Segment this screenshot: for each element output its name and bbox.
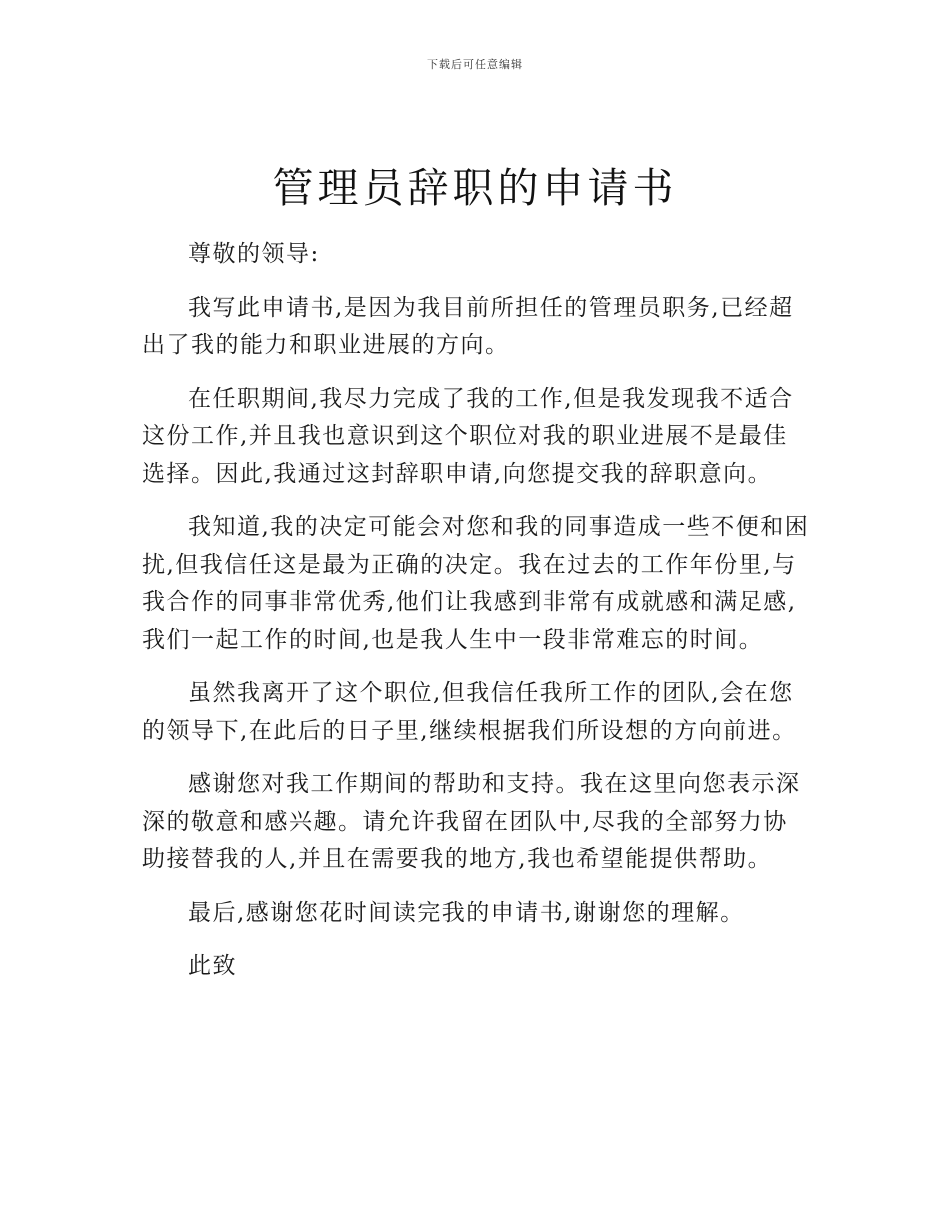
salutation: 尊敬的领导: — [188, 241, 320, 267]
header-note: 下载后可任意编辑 — [427, 58, 523, 71]
paragraph-final: 最后,感谢您花时间读完我的申请书,谢谢您的理解。 — [188, 899, 745, 926]
document-body — [142, 236, 812, 1002]
paragraph-thanks: 感谢您对我工作期间的帮助和支持。我在这里向您表示深深的敬意和感兴趣。请允许我留在团队中,尽我的全部努力协助接替我的人,并且在需要我的地方,我也希望能提供帮助。 — [142, 771, 801, 872]
paragraph-team: 虽然我离开了这个职位,但我信任我所工作的团队,会在您的领导下,在此后的日子里,继续根据我们所设想的方向前进。 — [142, 680, 797, 744]
document-title: 管理员辞职的申请书 — [272, 164, 678, 212]
paragraph-tenure: 在任职期间,我尽力完成了我的工作,但是我发现我不适合这份工作,并且我也意识到这个职位对我的职业进展不是最佳选择。因此,我通过这封辞职申请,向您提交我的辞职意向。 — [142, 385, 794, 487]
closing: 此致 — [188, 953, 237, 979]
paragraph-colleagues: 我知道,我的决定可能会对您和我的同事造成一些不便和困扰,但我信任这是最为正确的决定。我在过去的工作年份里,与我合作的同事非常优秀,他们让我感到非常有成就感和满足感,我们一起工作的时间,也是我人生中一段非常难忘的时间。 — [142, 514, 810, 653]
paragraph-reason: 我写此申请书,是因为我目前所担任的管理员职务,已经超出了我的能力和职业进展的方向。 — [142, 294, 794, 358]
